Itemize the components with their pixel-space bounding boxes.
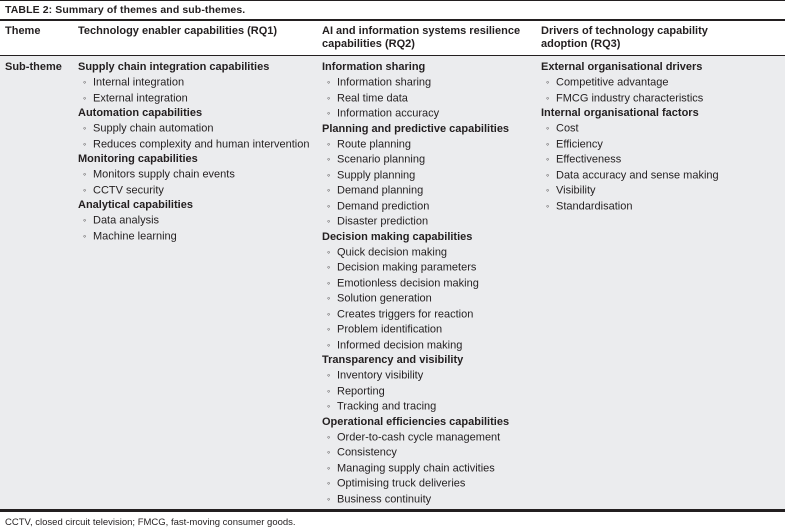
- item-label: Managing supply chain activities: [337, 462, 495, 474]
- item-label: Business continuity: [337, 493, 432, 505]
- group-title: External organisational drivers: [541, 61, 703, 73]
- item-label: Information sharing: [337, 76, 432, 89]
- sub-theme-item: [78, 91, 316, 107]
- group-title: Monitoring capabilities: [78, 153, 198, 165]
- bullet-icon: ◦: [327, 293, 331, 303]
- item-label: Solution generation: [337, 292, 432, 305]
- sub-theme-item: [322, 445, 535, 461]
- sub-theme-item: [322, 322, 535, 338]
- bullet-icon: ◦: [327, 246, 331, 257]
- group-title: Information sharing: [322, 61, 426, 73]
- sub-theme-item: [541, 137, 779, 153]
- item-label: Consistency: [337, 446, 397, 459]
- item-label: Scenario planning: [337, 153, 426, 166]
- item-label: Real time data: [337, 92, 408, 104]
- column-rq3-list: [541, 60, 785, 214]
- bullet-icon: ◦: [83, 123, 87, 133]
- column-header-rq1: Technology enabler capabilities (RQ1): [78, 25, 278, 37]
- sub-theme-item: [322, 137, 535, 153]
- bullet-icon: ◦: [327, 431, 331, 442]
- bullet-icon: ◦: [327, 324, 331, 334]
- bullet-icon: ◦: [327, 401, 331, 411]
- bullet-icon: ◦: [327, 77, 331, 87]
- bullet-icon: ◦: [546, 200, 550, 211]
- column-header-rq3: Drivers of technology capability adoption (RQ3): [541, 25, 708, 50]
- sub-theme-item: [322, 276, 535, 292]
- item-label: Demand planning: [337, 184, 424, 197]
- group-title: Analytical capabilities: [78, 199, 193, 211]
- sub-theme-item: [78, 213, 316, 229]
- item-label: Data accuracy and sense making: [556, 169, 719, 181]
- bullet-icon: ◦: [327, 370, 331, 380]
- item-label: Demand prediction: [337, 200, 430, 212]
- bullet-icon: ◦: [327, 478, 331, 488]
- item-label: CCTV security: [93, 184, 164, 196]
- sub-theme-item: [322, 168, 535, 184]
- bullet-icon: ◦: [546, 77, 550, 87]
- item-label: Quick decision making: [337, 246, 448, 258]
- item-label: Machine learning: [93, 230, 177, 242]
- item-label: Decision making parameters: [337, 261, 477, 274]
- group-title: Decision making capabilities: [322, 230, 473, 243]
- item-label: Reporting: [337, 385, 385, 397]
- bullet-icon: ◦: [83, 215, 87, 225]
- bullet-icon: ◦: [546, 154, 550, 164]
- sub-theme-item: [322, 106, 535, 122]
- bullet-icon: ◦: [83, 77, 87, 87]
- sub-theme-item: [541, 121, 779, 137]
- table-header-row: [0, 21, 785, 55]
- sub-theme-item: [322, 91, 535, 107]
- sub-theme-item: [78, 121, 316, 137]
- bullet-icon: ◦: [327, 108, 331, 118]
- item-label: Creates triggers for reaction: [337, 308, 474, 320]
- item-label: Cost: [556, 122, 579, 135]
- sub-theme-item: [322, 214, 535, 230]
- sub-theme-item: [322, 245, 535, 261]
- sub-theme-item: [322, 152, 535, 168]
- bullet-icon: ◦: [83, 92, 87, 103]
- sub-theme-item: [322, 75, 535, 91]
- item-label: Informed decision making: [337, 339, 463, 351]
- sub-theme-item: [78, 183, 316, 199]
- item-label: Information accuracy: [337, 107, 440, 120]
- bullet-icon: ◦: [546, 138, 550, 149]
- row-label-sub-theme: Sub-theme: [5, 61, 62, 73]
- table-body-row: [0, 56, 785, 509]
- item-label: Order-to-cash cycle management: [337, 431, 501, 443]
- bullet-icon: ◦: [327, 493, 331, 504]
- group-title: Planning and predictive capabilities: [322, 122, 510, 135]
- bullet-icon: ◦: [546, 92, 550, 103]
- sub-theme-item: [541, 183, 779, 199]
- bullet-icon: ◦: [327, 447, 331, 457]
- item-label: Inventory visibility: [337, 369, 424, 382]
- item-label: Disaster prediction: [337, 215, 429, 228]
- sub-theme-item: [322, 384, 535, 400]
- item-label: FMCG industry characteristics: [556, 92, 704, 104]
- item-label: External integration: [93, 92, 188, 104]
- column-header-theme: Theme: [5, 25, 41, 37]
- item-label: Competitive advantage: [556, 76, 669, 89]
- sub-theme-item: [541, 199, 779, 215]
- group-title: Internal organisational factors: [541, 107, 699, 119]
- bullet-icon: ◦: [327, 92, 331, 103]
- group-title: Supply chain integration capabilities: [78, 61, 270, 73]
- bullet-icon: ◦: [546, 169, 550, 180]
- item-label: Supply chain automation: [93, 122, 214, 135]
- bullet-icon: ◦: [327, 462, 331, 473]
- item-label: Data analysis: [93, 214, 160, 227]
- bullet-icon: ◦: [546, 185, 550, 195]
- group-title: Automation capabilities: [78, 107, 203, 119]
- sub-theme-item: [541, 75, 779, 91]
- sub-theme-item: [322, 307, 535, 323]
- sub-theme-item: [541, 152, 779, 168]
- column-header-rq2: AI and information systems resilience capabilities (RQ2): [322, 25, 521, 50]
- bullet-icon: ◦: [327, 169, 331, 180]
- sub-theme-item: [322, 476, 535, 492]
- bullet-icon: ◦: [327, 154, 331, 164]
- sub-theme-item: [541, 91, 779, 107]
- bullet-icon: ◦: [83, 230, 87, 241]
- bullet-icon: ◦: [327, 385, 331, 396]
- bullet-icon: ◦: [83, 184, 87, 195]
- sub-theme-item: [322, 399, 535, 415]
- column-rq2-list: [322, 60, 541, 507]
- item-label: Supply planning: [337, 169, 416, 181]
- sub-theme-item: [78, 137, 316, 153]
- item-label: Optimising truck deliveries: [337, 477, 466, 490]
- bullet-icon: ◦: [327, 308, 331, 319]
- bullet-icon: ◦: [327, 200, 331, 211]
- bullet-icon: ◦: [327, 185, 331, 195]
- group-title: Transparency and visibility: [322, 354, 464, 366]
- sub-theme-item: [322, 461, 535, 477]
- group-title: Operational efficiencies capabilities: [322, 415, 510, 428]
- item-label: Standardisation: [556, 200, 633, 212]
- sub-theme-item: [322, 199, 535, 215]
- item-label: Reduces complexity and human intervention: [93, 138, 310, 150]
- item-label: Effectiveness: [556, 153, 622, 166]
- item-label: Monitors supply chain events: [93, 168, 235, 181]
- sub-theme-item: [78, 167, 316, 183]
- sub-theme-item: [322, 430, 535, 446]
- bullet-icon: ◦: [327, 262, 331, 272]
- bullet-icon: ◦: [83, 138, 87, 149]
- item-label: Efficiency: [556, 138, 603, 150]
- item-label: Route planning: [337, 138, 412, 150]
- sub-theme-item: [78, 75, 316, 91]
- bullet-icon: ◦: [327, 138, 331, 149]
- sub-theme-item: [541, 168, 779, 184]
- item-label: Emotionless decision making: [337, 277, 479, 289]
- table-caption: TABLE 2: Summary of themes and sub-themes.: [5, 4, 246, 16]
- sub-theme-item: [322, 338, 535, 354]
- table-footnote: CCTV, closed circuit television; FMCG, fast-moving consumer goods.: [5, 517, 296, 528]
- item-label: Tracking and tracing: [337, 400, 437, 413]
- sub-theme-item: [322, 368, 535, 384]
- bullet-icon: ◦: [327, 339, 331, 350]
- sub-theme-item: [322, 260, 535, 276]
- sub-theme-item: [322, 492, 535, 508]
- bullet-icon: ◦: [327, 277, 331, 288]
- sub-theme-item: [78, 229, 316, 245]
- item-label: Problem identification: [337, 323, 443, 336]
- bullet-icon: ◦: [83, 169, 87, 179]
- column-rq1-list: [78, 60, 322, 244]
- item-label: Internal integration: [93, 76, 185, 89]
- bullet-icon: ◦: [546, 123, 550, 133]
- bullet-icon: ◦: [327, 216, 331, 226]
- item-label: Visibility: [556, 184, 596, 197]
- sub-theme-item: [322, 183, 535, 199]
- sub-theme-item: [322, 291, 535, 307]
